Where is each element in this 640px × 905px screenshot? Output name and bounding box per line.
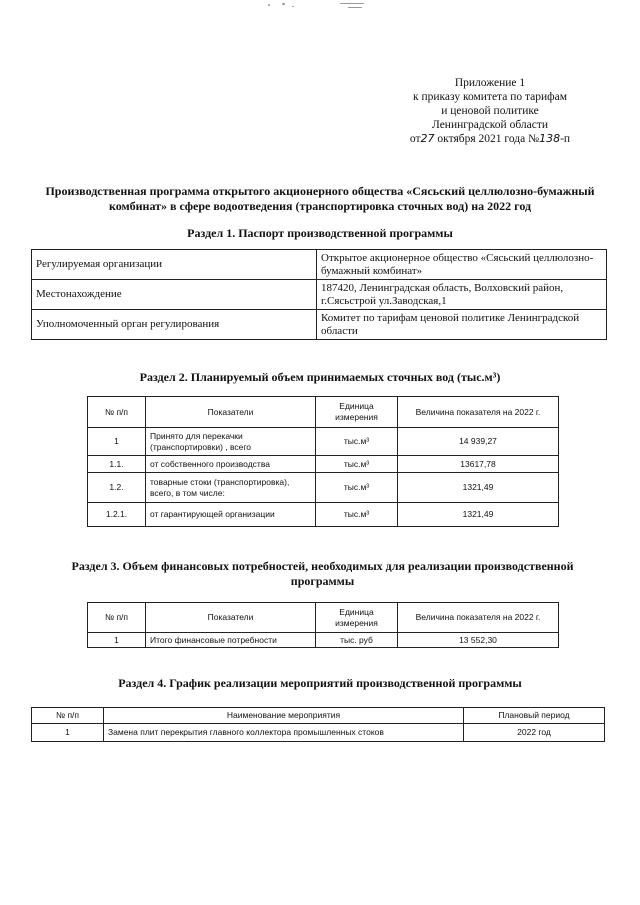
row-indicator: от гарантирующей организации [146, 503, 316, 527]
scan-mark [348, 7, 362, 8]
financial-needs-table [87, 602, 559, 648]
appendix-date-line: от27 октября 2021 года №138-п [409, 132, 571, 145]
scan-mark [292, 6, 294, 7]
appendix-line: Приложение 1 [454, 77, 526, 89]
column-header: Единица измерения [316, 397, 398, 428]
row-indicator: Итого финансовые потребности [146, 633, 316, 648]
passport-table [31, 249, 607, 340]
passport-value: Открытое акционерное общество «Сясьский целлюлозно-бумажный комбинат» [317, 250, 607, 280]
row-value: 1321,49 [398, 503, 559, 527]
table-header-row [88, 397, 559, 428]
scan-mark [268, 4, 270, 6]
column-header: № п/п [88, 603, 146, 633]
document-title: Производственная программа открытого акционерного общества «Сясьский целлюлозно-бумажный комбинат» в сфере водоотведения (транспортировка сточных вод) на 2022 год [45, 184, 595, 213]
passport-label: Уполномоченный орган регулирования [32, 310, 317, 340]
table-row [88, 633, 559, 648]
row-number: 1 [88, 633, 146, 648]
appendix-block [360, 76, 620, 146]
table-header-row [32, 708, 605, 724]
table-row [88, 503, 559, 527]
column-header: Показатели [146, 397, 316, 428]
wastewater-volume-table [87, 396, 559, 527]
table-row [32, 250, 607, 280]
scan-mark [282, 3, 285, 5]
section3-heading: Раздел 3. Объем финансовых потребностей, необходимых для реализации производственной программы [71, 559, 574, 588]
row-indicator: Принято для перекачки (транспортировки) , всего [146, 428, 316, 456]
row-number: 1.2. [88, 473, 146, 503]
activity-name: Замена плит перекрытия главного коллектора промышленных стоков [104, 724, 464, 742]
passport-value: Комитет по тарифам ценовой политике Ленинградской области [317, 310, 607, 340]
appendix-line: к приказу комитета по тарифам [413, 91, 567, 103]
activities-schedule-table [31, 707, 605, 742]
row-value: 13617,78 [398, 456, 559, 473]
table-header-row [88, 603, 559, 633]
table-row [88, 456, 559, 473]
passport-label: Регулируемая организации [32, 250, 317, 280]
column-header: Единица измерения [316, 603, 398, 633]
column-header: № п/п [32, 708, 104, 724]
table-row [88, 428, 559, 456]
row-unit: тыс.м³ [316, 428, 398, 456]
row-indicator: от собственного производства [146, 456, 316, 473]
row-number: 1 [88, 428, 146, 456]
passport-value: 187420, Ленинградская область, Волховский район, г.Сясьстрой ул.Заводская,1 [317, 280, 607, 310]
table-row [88, 473, 559, 503]
row-number: 1 [32, 724, 104, 742]
row-value: 13 552,30 [398, 633, 559, 648]
row-unit: тыс.м³ [316, 456, 398, 473]
section4-heading: Раздел 4. График реализации мероприятий производственной программы [118, 676, 522, 690]
row-indicator: товарные стоки (транспортировка), всего, в том числе: [146, 473, 316, 503]
row-value: 14 939,27 [398, 428, 559, 456]
table-row [32, 280, 607, 310]
appendix-line: Ленинградской области [431, 119, 549, 131]
row-unit: тыс.м³ [316, 473, 398, 503]
table-row [32, 310, 607, 340]
column-header: Плановый период [464, 708, 605, 724]
row-value: 1321,49 [398, 473, 559, 503]
row-unit: тыс.м³ [316, 503, 398, 527]
column-header: Наименование мероприятия [104, 708, 464, 724]
section2-heading: Раздел 2. Планируемый объем принимаемых сточных вод (тыс.м³) [139, 370, 501, 384]
section1-heading: Раздел 1. Паспорт производственной программы [187, 226, 453, 240]
column-header: № п/п [88, 397, 146, 428]
row-unit: тыс. руб [316, 633, 398, 648]
handwritten-day: 27 [420, 132, 435, 145]
column-header: Величина показателя на 2022 г. [398, 397, 559, 428]
planned-period: 2022 год [464, 724, 605, 742]
table-row [32, 724, 605, 742]
passport-label: Местонахождение [32, 280, 317, 310]
column-header: Показатели [146, 603, 316, 633]
handwritten-number: 138 [539, 132, 561, 145]
appendix-line: и ценовой политике [441, 105, 539, 117]
row-number: 1.2.1. [88, 503, 146, 527]
scan-mark [340, 3, 364, 4]
column-header: Величина показателя на 2022 г. [398, 603, 559, 633]
row-number: 1.1. [88, 456, 146, 473]
